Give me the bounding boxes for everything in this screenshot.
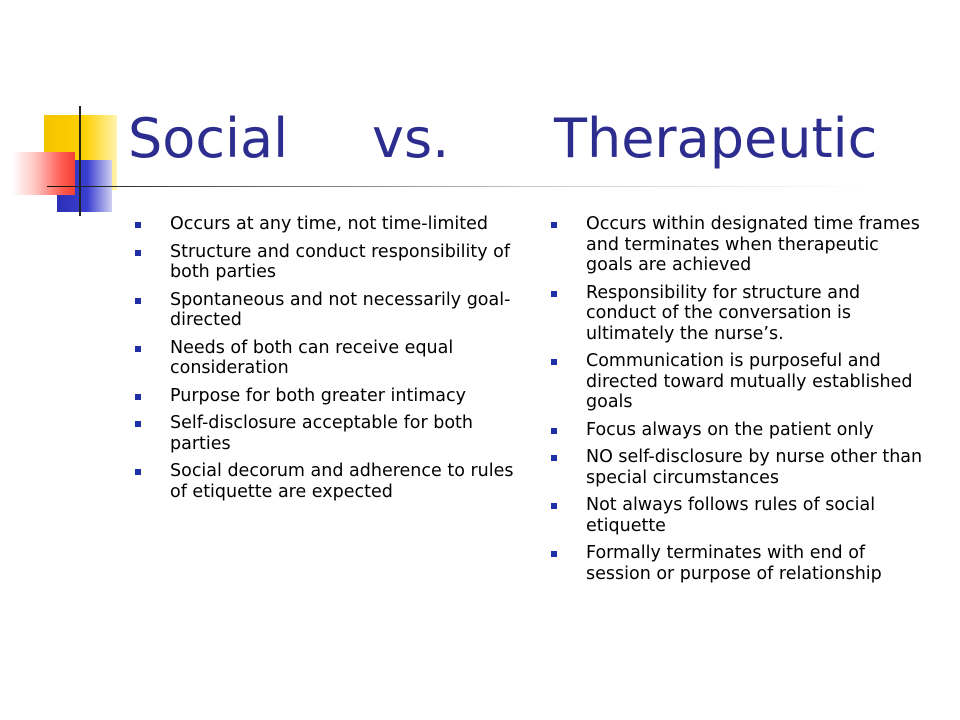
therapeutic-list [546, 214, 926, 591]
square-bullet-icon [135, 469, 141, 475]
list-item-text: NO self-disclosure by nurse other than special circumstances [586, 447, 923, 488]
list-item [130, 386, 530, 407]
title-therapeutic: Therapeutic [554, 107, 878, 170]
list-item-text: Communication is purposeful and directed toward mutually established goals [586, 351, 913, 412]
list-item [546, 214, 926, 276]
list-item-text: Occurs at any time, not time-limited [170, 214, 488, 234]
list-item [130, 461, 530, 502]
square-bullet-icon [551, 291, 557, 297]
list-item [130, 290, 530, 331]
square-bullet-icon [135, 298, 141, 304]
list-item-text: Responsibility for structure and conduct of the conversation is ultimately the nurse’s. [586, 282, 861, 344]
list-item-text: Occurs within designated time frames and terminates when therapeutic goals are achieved [586, 214, 920, 275]
list-item-text: Not always follows rules of social etiquette [586, 495, 876, 536]
square-bullet-icon [551, 551, 557, 557]
square-bullet-icon [551, 222, 557, 228]
list-item [130, 338, 530, 379]
list-item [546, 543, 926, 584]
list-item-text: Focus always on the patient only [586, 419, 874, 440]
list-item-text: Formally terminates with end of session or purpose of relationship [586, 543, 882, 584]
slide-title [0, 104, 960, 184]
list-item [546, 420, 926, 441]
list-item-text: Structure and conduct responsibility of both parties [170, 241, 511, 282]
square-bullet-icon [135, 222, 141, 228]
list-item [130, 214, 530, 235]
title-social: Social [128, 107, 289, 170]
square-bullet-icon [135, 250, 141, 256]
list-item [130, 242, 530, 283]
list-item [130, 413, 530, 454]
square-bullet-icon [551, 359, 557, 365]
social-list [130, 214, 530, 509]
list-item [546, 283, 926, 345]
list-item [546, 351, 926, 413]
square-bullet-icon [135, 346, 141, 352]
list-item-text: Social decorum and adherence to rules of etiquette are expected [170, 461, 514, 502]
list-item-text: Needs of both can receive equal consideration [170, 337, 454, 378]
title-vs: vs. [372, 107, 450, 170]
square-bullet-icon [551, 455, 557, 461]
square-bullet-icon [135, 421, 141, 427]
list-item-text: Spontaneous and not necessarily goal-directed [170, 289, 511, 330]
square-bullet-icon [551, 428, 557, 434]
square-bullet-icon [551, 503, 557, 509]
list-item [546, 495, 926, 536]
square-bullet-icon [135, 394, 141, 400]
list-item-text: Purpose for both greater intimacy [170, 385, 466, 406]
title-underline [47, 186, 867, 187]
list-item [546, 447, 926, 488]
list-item-text: Self-disclosure acceptable for both parties [170, 413, 474, 454]
